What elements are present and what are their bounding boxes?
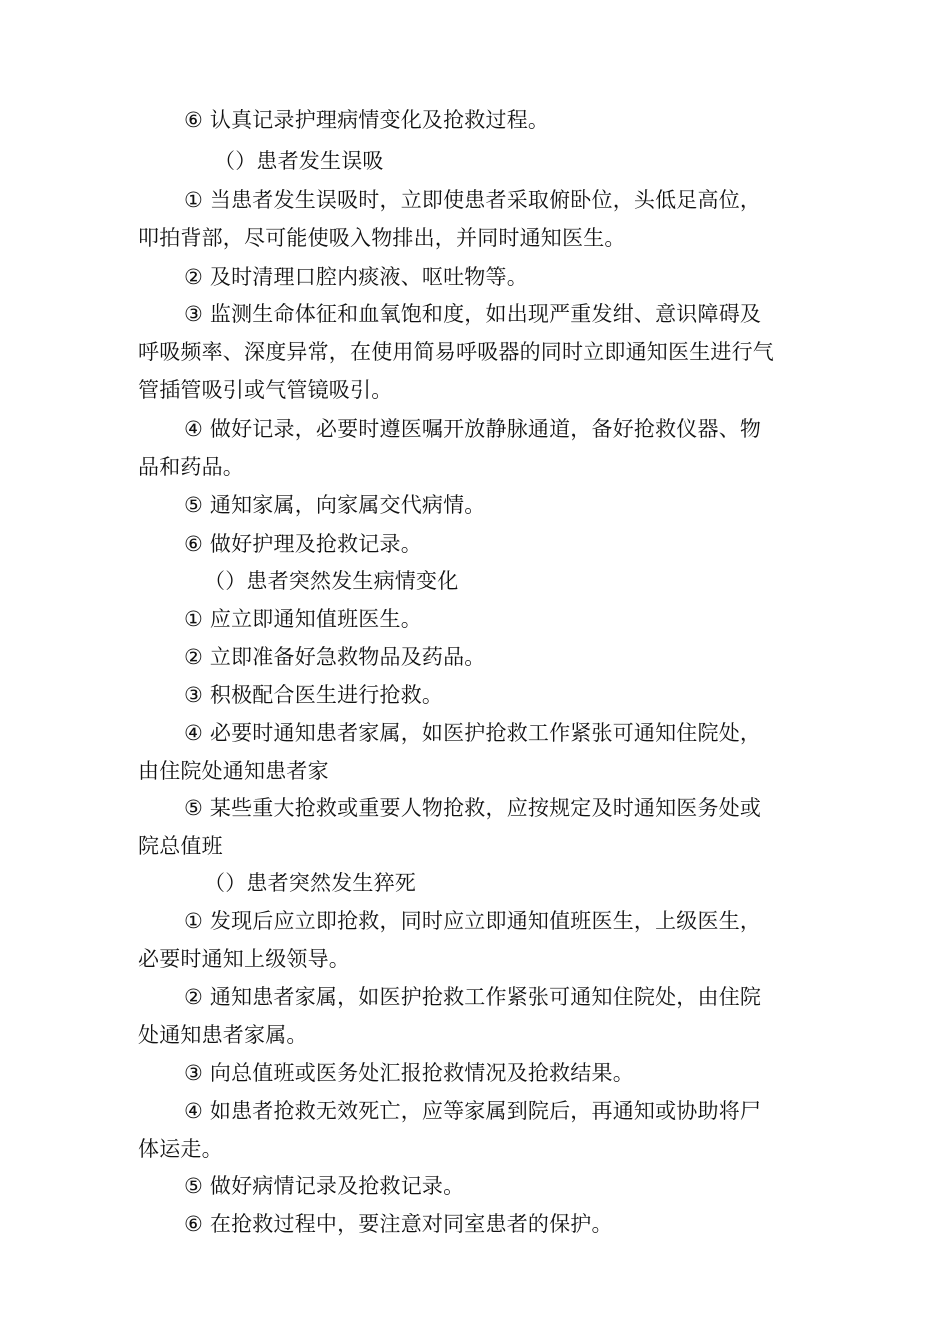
text-line: ③ 向总值班或医务处汇报抢救情况及抢救结果。 (184, 1061, 634, 1085)
text-line: ⑤ 做好病情记录及抢救记录。 (184, 1174, 465, 1198)
text-line: ⑤ 某些重大抢救或重要人物抢救，应按规定及时通知医务处或 (184, 796, 762, 820)
text-line: ② 立即准备好急救物品及药品。 (184, 645, 486, 669)
text-line: ③ 积极配合医生进行抢救。 (184, 683, 444, 707)
text-line: ⑥ 认真记录护理病情变化及抢救过程。 (184, 108, 550, 132)
text-line: ① 应立即通知值班医生。 (184, 607, 422, 631)
text-line: ⑥ 做好护理及抢救记录。 (184, 532, 422, 556)
text-line: ① 发现后应立即抢救，同时应立即通知值班医生，上级医生， (184, 909, 762, 933)
text-line: ② 及时清理口腔内痰液、呕吐物等。 (184, 265, 528, 289)
text-line: ④ 如患者抢救无效死亡，应等家属到院后，再通知或协助将尸 (184, 1099, 762, 1123)
section-heading: （）患者发生误吸 (214, 149, 384, 173)
text-line: ⑥ 在抢救过程中，要注意对同室患者的保护。 (184, 1212, 613, 1236)
section-heading: （）患者突然发生病情变化 (204, 569, 459, 593)
text-line: 处通知患者家属。 (138, 1023, 308, 1047)
text-line: ② 通知患者家属，如医护抢救工作紧张可通知住院处，由住院 (184, 985, 762, 1009)
text-line: ⑤ 通知家属，向家属交代病情。 (184, 493, 486, 517)
text-line: ③ 监测生命体征和血氧饱和度，如出现严重发绀、意识障碍及 (184, 302, 762, 326)
text-line: 呼吸频率、深度异常，在使用简易呼吸器的同时立即通知医生进行气 (138, 340, 774, 364)
text-line: 院总值班 (138, 834, 223, 858)
text-line: 管插管吸引或气管镜吸引。 (138, 378, 393, 402)
text-line: ④ 做好记录，必要时遵医嘱开放静脉通道，备好抢救仪器、物 (184, 417, 762, 441)
text-line: ① 当患者发生误吸时，立即使患者采取俯卧位，头低足高位， (184, 188, 762, 212)
text-line: 必要时通知上级领导。 (138, 947, 350, 971)
text-line: ④ 必要时通知患者家属，如医护抢救工作紧张可通知住院处， (184, 721, 762, 745)
text-line: 体运走。 (138, 1137, 223, 1161)
text-line: 由住院处通知患者家 (138, 759, 329, 783)
text-line: 叩拍背部，尽可能使吸入物排出，并同时通知医生。 (138, 226, 626, 250)
text-line: 品和药品。 (138, 455, 244, 479)
section-heading: （）患者突然发生猝死 (204, 871, 416, 895)
